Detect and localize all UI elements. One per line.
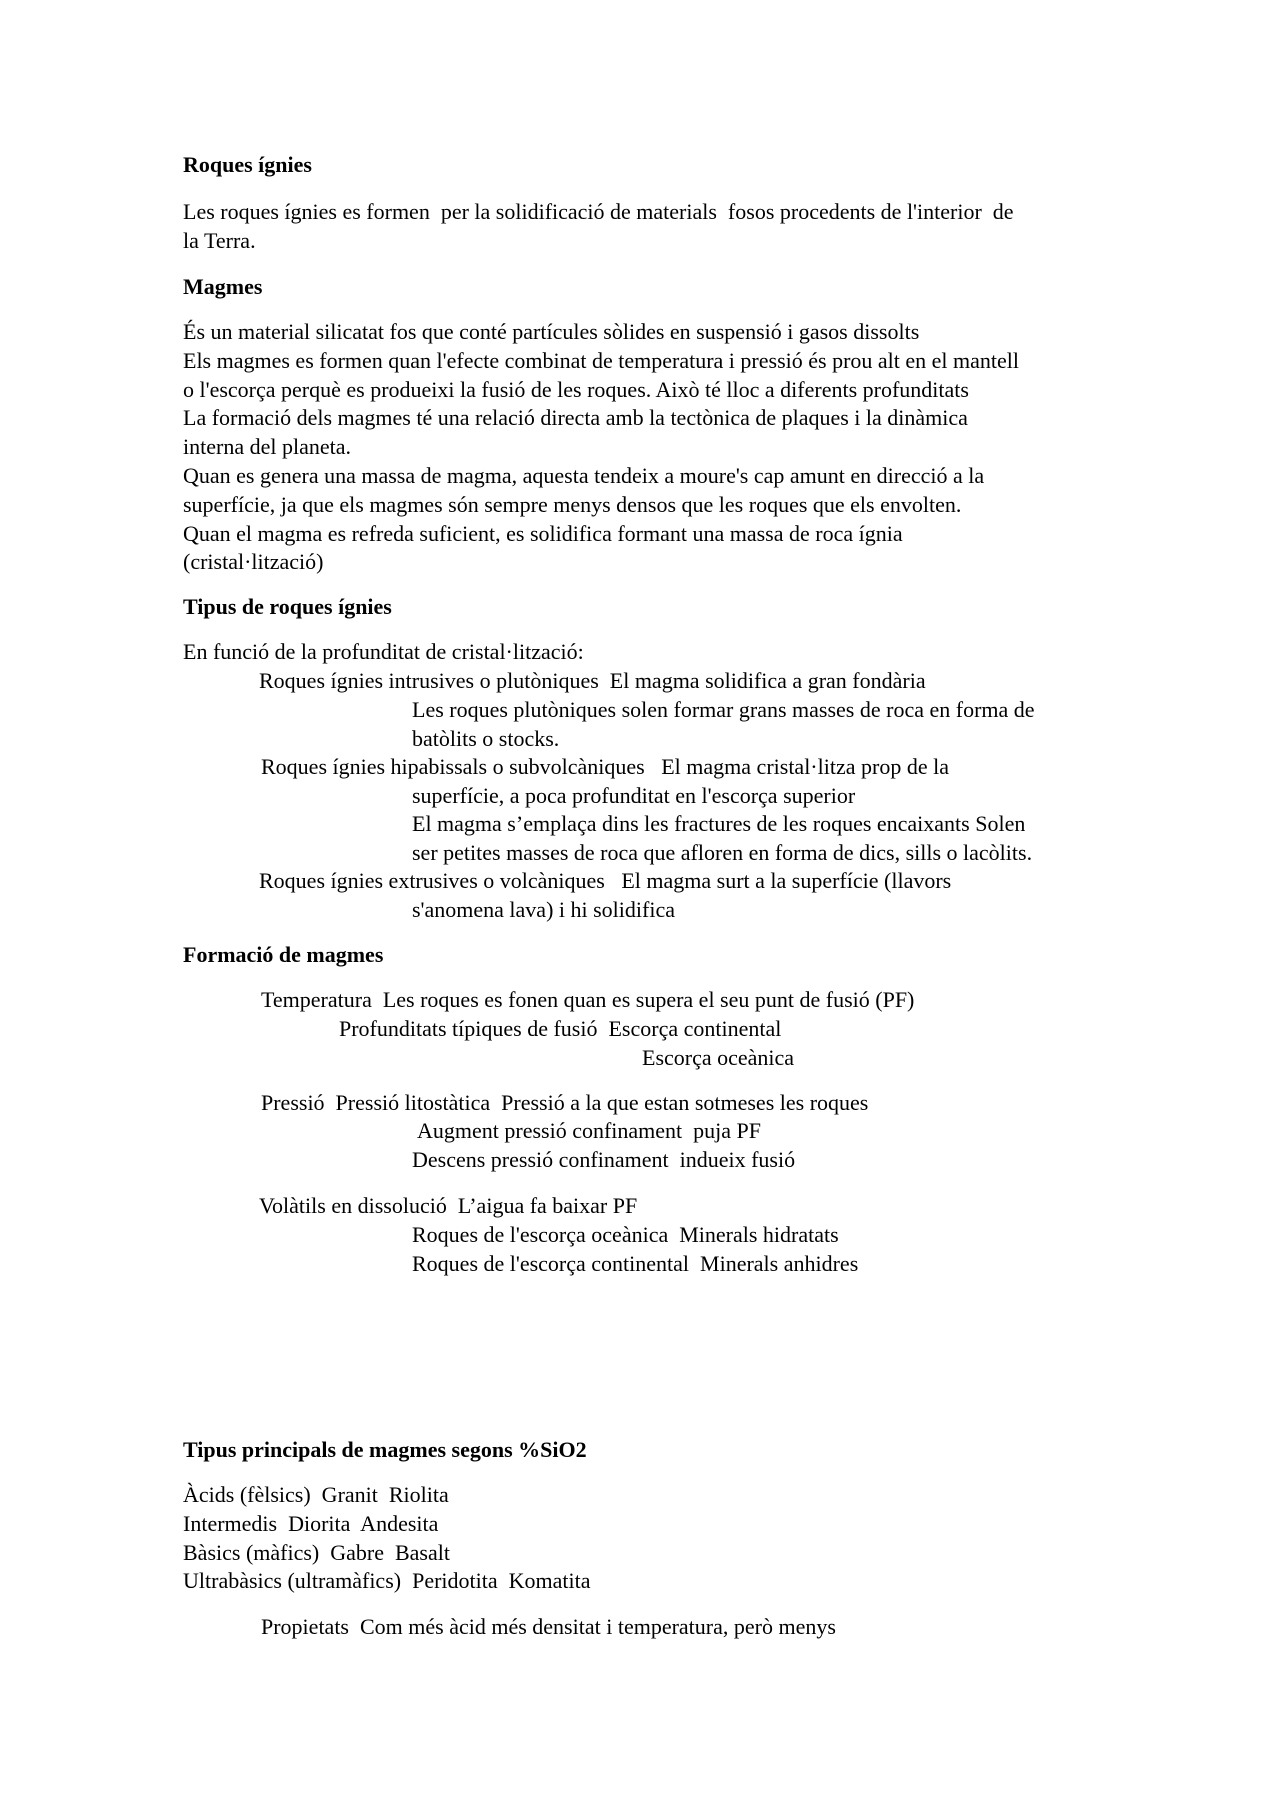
magmes-line-6: Quan es genera una massa de magma, aquesta tendeix a moure's cap amunt en direcció a la bbox=[183, 463, 985, 488]
formacio-line-3: Escorça oceànica bbox=[642, 1045, 795, 1070]
formacio-line-1: Temperatura Les roques es fonen quan es supera el seu punt de fusió (PF) bbox=[261, 987, 915, 1012]
heading-roques-ignies: Roques ígnies bbox=[183, 152, 312, 177]
principals-line-1: Àcids (fèlsics) Granit Riolita bbox=[183, 1482, 449, 1507]
heading-magmes: Magmes bbox=[183, 274, 263, 299]
tipus-intro: En funció de la profunditat de cristal·lització: bbox=[183, 639, 584, 664]
magmes-line-7: superfície, ja que els magmes són sempre menys densos que les roques que els envolten. bbox=[183, 492, 962, 517]
tipus-line-7: ser petites masses de roca que afloren en forma de dics, sills o lacòlits. bbox=[412, 840, 1033, 865]
magmes-line-8: Quan el magma es refreda suficient, es solidifica formant una massa de roca ígnia bbox=[183, 521, 903, 546]
tipus-line-9: s'anomena lava) i hi solidifica bbox=[412, 897, 675, 922]
intro-line-2: la Terra. bbox=[183, 228, 256, 253]
formacio-line-4: Pressió Pressió litostàtica Pressió a la que estan sotmeses les roques bbox=[261, 1090, 869, 1115]
tipus-line-2: Les roques plutòniques solen formar grans masses de roca en forma de bbox=[412, 697, 1035, 722]
magmes-line-2: Els magmes es formen quan l'efecte combinat de temperatura i pressió és prou alt en el mantell bbox=[183, 348, 1019, 373]
tipus-line-4: Roques ígnies hipabissals o subvolcàniques El magma cristal·litza prop de la bbox=[261, 754, 949, 779]
formacio-line-2: Profunditats típiques de fusió Escorça continental bbox=[339, 1016, 782, 1041]
principals-line-2: Intermedis Diorita Andesita bbox=[183, 1511, 439, 1536]
magmes-line-4: La formació dels magmes té una relació directa amb la tectònica de plaques i la dinàmica bbox=[183, 405, 968, 430]
principals-line-4: Ultrabàsics (ultramàfics) Peridotita Komatita bbox=[183, 1568, 591, 1593]
magmes-line-3: o l'escorça perquè es produeixi la fusió de les roques. Això té lloc a diferents profunditats bbox=[183, 377, 969, 402]
magmes-line-1: És un material silicatat fos que conté partícules sòlides en suspensió i gasos dissolts bbox=[183, 319, 920, 344]
intro-line-1: Les roques ígnies es formen per la solidificació de materials fosos procedents de l'interior de bbox=[183, 199, 1014, 224]
tipus-line-6: El magma s’emplaça dins les fractures de les roques encaixants Solen bbox=[412, 811, 1026, 836]
heading-formacio: Formació de magmes bbox=[183, 942, 384, 967]
tipus-line-3: batòlits o stocks. bbox=[412, 726, 560, 751]
tipus-line-5: superfície, a poca profunditat en l'escorça superior bbox=[412, 783, 856, 808]
formacio-line-7: Volàtils en dissolució L’aigua fa baixar PF bbox=[259, 1193, 638, 1218]
principals-line-3: Bàsics (màfics) Gabre Basalt bbox=[183, 1540, 450, 1565]
formacio-line-8: Roques de l'escorça oceànica Minerals hidratats bbox=[412, 1222, 839, 1247]
magmes-line-9: (cristal·lització) bbox=[183, 549, 324, 574]
magmes-line-5: interna del planeta. bbox=[183, 434, 351, 459]
heading-tipus-principals: Tipus principals de magmes segons %SiO2 bbox=[183, 1437, 587, 1462]
heading-tipus-roques: Tipus de roques ígnies bbox=[183, 594, 392, 619]
formacio-line-5: Augment pressió confinament puja PF bbox=[417, 1118, 762, 1143]
formacio-line-9: Roques de l'escorça continental Minerals anhidres bbox=[412, 1251, 859, 1276]
tipus-line-8: Roques ígnies extrusives o volcàniques El magma surt a la superfície (llavors bbox=[259, 868, 952, 893]
principals-line-5: Propietats Com més àcid més densitat i temperatura, però menys bbox=[261, 1614, 836, 1639]
tipus-line-1: Roques ígnies intrusives o plutòniques El magma solidifica a gran fondària bbox=[259, 668, 926, 693]
formacio-line-6: Descens pressió confinament indueix fusió bbox=[412, 1147, 796, 1172]
